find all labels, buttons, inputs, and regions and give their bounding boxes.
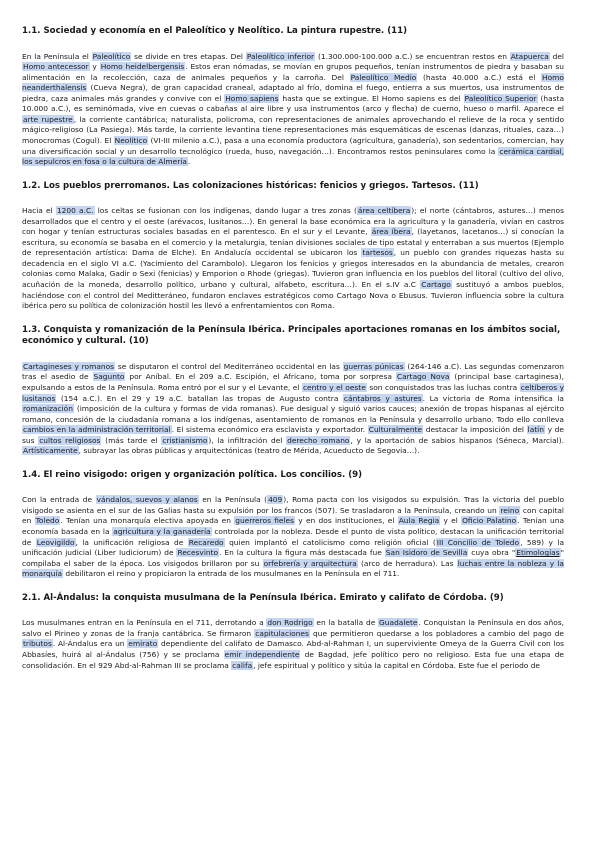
text-run: que permitieron quedarse a los pobladores a cambio del pago de [309,628,564,638]
section-title: 1.2. Los pueblos prerromanos. Las colonizaciones históricas: fenicios y griegos. Tartesos. (11) [22,180,479,191]
text-run: hasta que se extingue. El Homo sapiens es del [279,93,464,103]
text-run: , subrayar las obras públicas y arquitectónicas (teatro de Mérida, Acueducto de Segovia…). [78,446,420,456]
highlighted-term: emirato [128,639,158,649]
section-title: 1.1. Sociedad y economía en el Paleolítico y Neolítico. La pintura rupestre. (11) [22,26,408,36]
text-run: . [187,157,191,167]
section-1-2 [22,181,564,312]
highlighted-term: Homo antecessor [23,62,89,72]
section-body [22,362,564,457]
text-run: (154 a.C.). En el 29 y 19 a.C. batallan las tropas de Augusto contra [56,393,343,403]
highlighted-term: Aula Regia [398,516,440,526]
highlighted-term: Cartago Nova [396,372,450,382]
text-run: Con la entrada de [22,495,96,505]
highlighted-term: luchas entre la nobleza y la monarquía [22,558,564,579]
highlighted-term: romanización [23,404,73,414]
text-run: cuya obra " [468,548,516,558]
highlighted-term: cambios en la administración territorial [23,425,171,435]
text-run: (Cueva Negra), de gran capacidad craneal, adaptado al frío, domina el fuego, entierra a sus muertos, usa instrumentos de piedra, caza animales más grandes y convive con el [22,83,564,103]
highlighted-term: tartesos [362,248,393,258]
text-run: Hacia el [22,206,56,216]
highlighted-term: área celtíbera [357,206,411,216]
highlighted-term: Culturalmente [368,425,423,435]
text-run: (principal base cartaginesa), expulsando a estos de la Península. Roma entró por el sur y el Levante, el [22,372,564,392]
section-1-3 [22,325,564,457]
text-run: , 589) y la unificación judicial (Liber Iudiciorum) de [22,537,564,558]
highlighted-term: área íbera [371,227,411,237]
highlighted-term: Sagunto [93,372,125,382]
section-body [22,495,564,579]
highlighted-term: Paleolítico Superior [464,93,537,103]
text-run: ); el norte (cántabros, astures…) menos desarrollados que el centro y el oeste (arévacos, lusitanos…). En general la base económica era la agricultura y la ganadería, vivían en castros con hogar y tenían estructuras sociales basadas en el parentesco. En el sur y el Levante, [22,206,564,237]
text-run: se divide en tres etapas. Del [131,51,246,61]
section-1-1 [22,26,564,168]
highlighted-term: Recesvinto [177,548,219,558]
text-run: del [549,51,564,61]
highlighted-term: cristianismo [162,435,208,445]
section-title: 1.4. El reino visigodo: origen y organización política. Los concilios. (9) [22,469,363,480]
text-run: , la corriente cantábrica; naturalista, policroma, con representaciones de animales aprovechando el relieve de la roca y sentido mágico-religioso (La Pasiega). Más tarde, la corriente levantina tiene representaciones más esquemáticas de escenas (danzas, rituales, caza…) monocromas (Cogul). El [22,114,564,145]
text-run: y en dos instituciones, el [295,516,398,526]
text-run: en la batalla de [313,618,379,628]
highlighted-term: latín [527,425,544,435]
text-run: los celtas se fusionan con los indígenas, dando lugar a tres zonas ( [94,206,357,216]
highlighted-term: Artísticamente [23,446,78,456]
text-run: dependiente del califato de Damasco. Abd-al-Rahman I, un superviviente Omeya de la Guerra Civil con los Abbasíes, huirá al al-Ándalus (756) y se proclama [22,639,564,659]
text-run: controlada por la nobleza. Desde el punto de vista político, destacan la unificación territorial de [22,527,564,547]
highlighted-term: Paleolítico inferior [246,51,315,61]
text-run: (arco de herradura). Las [357,558,457,568]
text-run: se disputaron el control del Mediterráneo occidental en las [115,361,343,371]
highlighted-term: tributos [23,639,52,649]
highlighted-term: Homo sapiens [225,93,279,103]
text-run: son conquistados tras las luchas contra [366,382,520,392]
highlighted-term: cerámica cardial, los sepulcros en fosa o la cultura de Almería [22,146,565,167]
text-run: sustituyó a ambos pueblos, haciéndose con el control del Meditteráneo, fundaron enclaves estratégicos como Cartago Nova o Ebusus. Tuvieron influencia sobre la cultura ibérica pero su política de colonización hostil les llevó a enfrentamientos con Roma. [22,280,564,311]
highlighted-term: capitulaciones [255,628,309,638]
text-run: . Conquistan la Península en dos años, salvo el Pirineo y zonas de la franja cantábrica. Se firmaron [22,618,564,638]
highlighted-term: 409 [268,495,283,505]
section-1-4 [22,470,564,580]
highlighted-term: orfebrería y arquitectura [263,558,357,568]
highlighted-term: celtíberos y lusitanos [22,382,564,403]
text-run: . La victoria de Roma intensifica la [422,393,564,403]
text-run: y el [440,516,462,526]
section-2-1 [22,593,564,671]
highlighted-term: Paleolítico [92,51,131,61]
highlighted-term: Toledo [35,516,60,526]
highlighted-term: Oficio Palatino [462,516,517,526]
text-run: por Aníbal. En el 209 a.C. Escipión, el Africano, toma por sorpresa [125,372,396,382]
text-run: , la unificación religiosa de [75,537,188,547]
section-body [22,52,564,168]
text-run: (imposición de la cultura y formas de vida romanas). Fue desigual y siguió varios cauces; anexión de tropas hispanas al ejército romano, concesión de la ciudadanía romana a los indígenas, asentamiento de romanos en la Península y desarrollo urbano. Todo ello conlleva [22,404,564,424]
section-title: 1.3. Conquista y romanización de la Península Ibérica. Principales aportaciones romanas en los ámbitos social, económico y cultural. (10) [22,324,561,347]
text-run: , un pueblo con grandes riquezas hasta su decadencia en el siglo VI a.C. (Yacimiento del Carambolo). Llegaron los fenicios y griegos interesados en la abundancia de metales, crearon colonias como Malaka, Gadir o Sexi (fenicias) y Emporion o Rhode (griegas). Tuvieron gran influencia en los pueblos del litoral (cultivo del olivo, acuñación de la moneda, desarrollo político, urbano y cultural, alfabeto, escritura…). En el s.IV a.C [22,248,564,290]
highlighted-term: Cartago [421,280,451,290]
highlighted-term: guerreros fieles [235,516,295,526]
text-run: de Bagdad, jefe político pero no religioso. Esta fue una etapa de consolidación. En el 929 Abd-al-Rahman III se proclama [22,649,564,670]
section-body [22,618,564,671]
text-run: (hasta 40.000 a.C.) está el [417,72,542,82]
highlighted-term: califa [232,660,253,670]
text-run: , jefe espiritual y político y sitúa la capital en Córdoba. Este fue el periodo de [253,660,541,670]
text-run: . Estos eran nómadas, se movían en grupos pequeños, tenían instrumentos de piedra y basaban su alimentación en la recolección, caza de animales pequeños y la carroña. Del [22,62,564,82]
highlighted-term: 1200 a.C. [56,206,94,216]
text-run: " compilaba el saber de la época. Los visigodos brillaron por su [22,548,564,568]
highlighted-term: Atapuerca [510,51,549,61]
highlighted-term: don Rodrigo [267,618,313,628]
highlighted-term: Homo heidelbergensis [100,62,185,72]
highlighted-term: reino [500,505,520,515]
text-run: , y la aportación de sabios hispanos (Séneca, Marcial). [350,435,565,445]
section-body [22,206,564,311]
highlighted-term: III Concilio de Toledo [436,537,520,547]
highlighted-term: Neolítico [114,135,148,145]
text-run: . En la cultura la figura más destacada fue [219,548,385,558]
text-run: , (layetanos, lacetanos…) si conocían la escritura, su economía se basaba en el comercio y la metalurgia, tenían divisiones sociales de tipo estatal y enterraban a sus muertos (Ejemplo de representación artística: Dama de Elche). En Andalucía occidental se ubicaron los [22,227,565,258]
text-run: Los musulmanes entran en la Península en el 711, derrotando a [22,618,267,628]
highlighted-term: Paleolítico Medio [350,72,417,82]
highlighted-term: Cartagineses y romanos [23,361,115,371]
highlighted-term: derecho romano [287,435,350,445]
highlighted-term: arte rupestre [23,114,73,124]
highlighted-term: San Isidoro de Sevilla [385,548,468,558]
text-run: y [89,62,100,72]
highlighted-term: Etimologías [516,548,560,558]
highlighted-term: cántabros y astures [343,393,422,403]
text-run: (1.300.000-100.000 a.C.) se encuentran restos en [315,51,510,61]
highlighted-term: Homo neanderthalensis [22,72,564,93]
text-run: . Al-Ándalus era un [52,639,128,649]
text-run: (264-146 a.C). Las segundas comenzaron tras el asedio de [22,361,564,382]
text-run: debilitaron el reino y propiciaron la entrada de los musulmanes en la Península en el 711. [63,569,400,579]
text-run: . Tenían una monarquía electiva apoyada en [60,516,235,526]
highlighted-term: vándalos, suevos y alanos [96,495,198,505]
text-run: ), la infiltración del [208,435,287,445]
highlighted-term: agricultura y la ganadería [113,527,211,537]
text-run: en la Península ( [198,495,268,505]
highlighted-term: Leovigildo [36,537,75,547]
text-run: . Tenían una economía basada en la [22,516,565,537]
highlighted-term: Recaredo [188,537,224,547]
text-run: (VI-III milenio a.C.), pasa a una economía productora (agricultura, ganadería), son sedentarios, comercian, hay una diversificación social y un desarrollo tecnológico (rueda, huso, navegación…). Encontramos restos peninsulares como la [22,135,564,156]
text-run: quien implantó el catolicismo como religión oficial ( [224,537,436,547]
text-run: (más tarde el [101,435,162,445]
text-run: ), Roma pacta con los visigodos su expulsión. Tras la victoria del pueblo visigodo se asienta en el sur de las Galias hasta su expulsión por los francos (507). Se trasladaron a la Península, creando un [22,495,564,515]
highlighted-term: cultos religiosos [39,435,101,445]
highlighted-term: Guadalete [379,618,418,628]
text-run: destacar la imposición del [423,425,527,435]
text-run: . El sistema económico era esclavista y exportador. [171,425,368,435]
highlighted-term: emir independiente [224,649,300,659]
text-run: con capital en [22,505,564,526]
highlighted-term: guerras púnicas [343,361,404,371]
highlighted-term: centro y el oeste [302,382,366,392]
text-run: (hasta 10.000 a.C.), es seminómada, vive en cuevas o cabañas al aire libre y usa instrumentos (arco y flecha) de cuerno, hueso o marfil. Aparece el [22,93,565,114]
text-run: y de sus [22,425,564,445]
section-title: 2.1. Al-Ándalus: la conquista musulmana de la Península Ibérica. Emirato y califato de Córdoba. (9) [22,592,504,603]
text-run: En la Península el [22,51,92,61]
